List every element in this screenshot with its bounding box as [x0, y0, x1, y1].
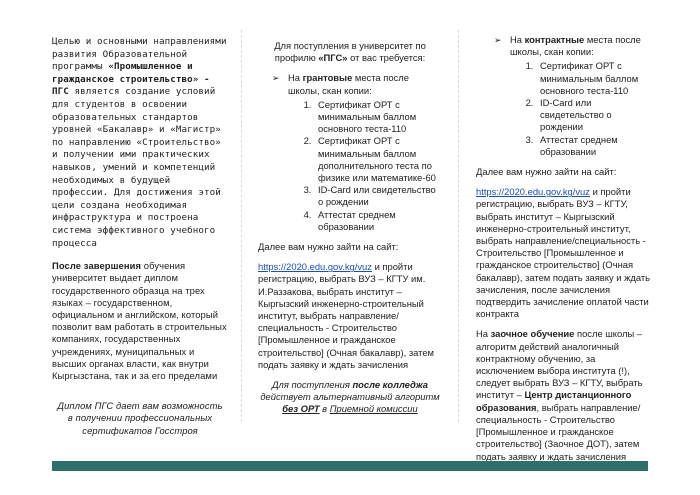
contract-documents-list [510, 60, 654, 158]
program-intro-paragraph: Целью и основными направлениями развития Образовательной программы «Промышленное и гражданское строительство» - ПГС является создание условий для студентов в освоении образовательных стандартов уровней «Бакалавр» и «Магистр» по направлению «Строительство» и получении ими практических навыков, умений и компетенций необходимых в будущей профессии. Для достижения этой цели создана необходимая инфраструктура и построена система эффективного учебного процесса [52, 36, 227, 249]
column-admission-grant [258, 40, 442, 416]
column-divider-right [458, 30, 459, 422]
grant-documents-list [288, 99, 442, 233]
grant-document-item: 3. ID-Card или свидетельство о рождении [314, 184, 442, 208]
contract-document-item: 1. Сертификат ОРТ с минимальным баллом основного теста-110 [536, 60, 654, 97]
column-admission-contract [476, 34, 654, 463]
grant-document-item: 1. Сертификат ОРТ с минимальным баллом основного теста-110 [314, 99, 442, 136]
arrow-bullet-icon: ➢ [272, 73, 280, 84]
registration-link[interactable]: https://2020.edu.gov.kg/vuz [476, 186, 590, 198]
column-about-program [52, 36, 228, 437]
arrow-bullet-icon: ➢ [494, 35, 502, 45]
grant-requirements [258, 72, 442, 233]
next-step-text: Далее вам нужно зайти на сайт: [476, 166, 617, 178]
grant-list-item: ➢ На грантовые места после школы, скан копии: 1. Сертификат ОРТ с минимальным баллом основного теста-110 2. Сертификат ОРТ с минимальным баллом дополнительного теста по физике или математике-60 3. ID-Card или свидетельство о рождении 4. Аттестат среднем образовании [272, 72, 442, 233]
next-step-text: Далее вам нужно зайти на сайт: [258, 241, 399, 253]
grant-document-item: 4. Аттестат среднем образовании [314, 209, 442, 233]
graduation-heading: После завершения [52, 260, 142, 272]
contract-list-item: ➢ На контрактные места после школы, скан копии: 1. Сертификат ОРТ с минимальным баллом основного теста-110 2. ID-Card или свидетельство о рождении 3. Аттестат среднем образовании [494, 34, 654, 158]
column-divider-left [241, 30, 242, 422]
contract-requirements [476, 34, 654, 158]
graduation-paragraph: После завершения обучения университет выдает диплом государственного образца на трех языках – государственном, официальном и английском, который позволит вам работать в строительных компаниях, государственных учреждениях, муниципальных и высших органах власти, как внутри Кыргызстана, так и за его пределами [52, 260, 227, 381]
registration-paragraph: https://2020.edu.gov.kg/vuz и пройти регистрацию, выбрать ВУЗ – КГТУ, выбрать институт – Кыргызский инженерно-строительный институт, выбрать направление/специальность - Строительство [Промышленное и гражданское строительство] (Очная бакалавр), затем подать заявку и ждать зачисления, после зачисления подтвердить зачисление оплатой части контракта [476, 186, 651, 320]
program-name: «Промышленное и гражданское строительство» - ПГС [52, 61, 210, 98]
contract-document-item: 3. Аттестат среднем образовании [536, 134, 654, 158]
registration-paragraph: https://2020.edu.gov.kg/vuz и пройти регистрацию, выбрать ВУЗ – КГТУ им. И.Раззакова, выбрать институт – Кыргызский инженерно-строительный институт, выбрать направление/специальность - Строительство [Промышленное и гражданское строительство] (Очная бакалавр), затем подать заявку и ждать зачисления [258, 261, 434, 370]
college-note: Для поступления после колледжа действует альтернативный алгоритм без ОРТ в Приемной комиссии [260, 379, 440, 415]
admission-heading: Для поступления в университет по профилю «ПГС» от вас требуется: [274, 40, 426, 64]
footer-accent-bar [52, 461, 648, 471]
contract-document-item: 2. ID-Card или свидетельство о рождении [536, 97, 654, 134]
distance-learning-paragraph: На заочное обучение после школы – алгоритм действий аналогичный контрактному обучению, за исключением выбора института (!), следует выбрать ВУЗ – КГТУ, выбрать институт – Центр дистанционного образования, выбрать направление/специальность - Строительство [Промышленное и гражданское строительство] (Заочное ДОТ), затем подать заявку и ждать зачисления [476, 328, 643, 462]
admission-office-link[interactable]: Приемной комиссии [329, 403, 418, 415]
grant-document-item: 2. Сертификат ОРТ с минимальным баллом дополнительного теста по физике или математике-60 [314, 135, 442, 184]
diploma-note: Диплом ПГС дает вам возможность в получении профессиональных сертификатов Госстроя [57, 400, 223, 436]
registration-link[interactable]: https://2020.edu.gov.kg/vuz [258, 261, 372, 273]
